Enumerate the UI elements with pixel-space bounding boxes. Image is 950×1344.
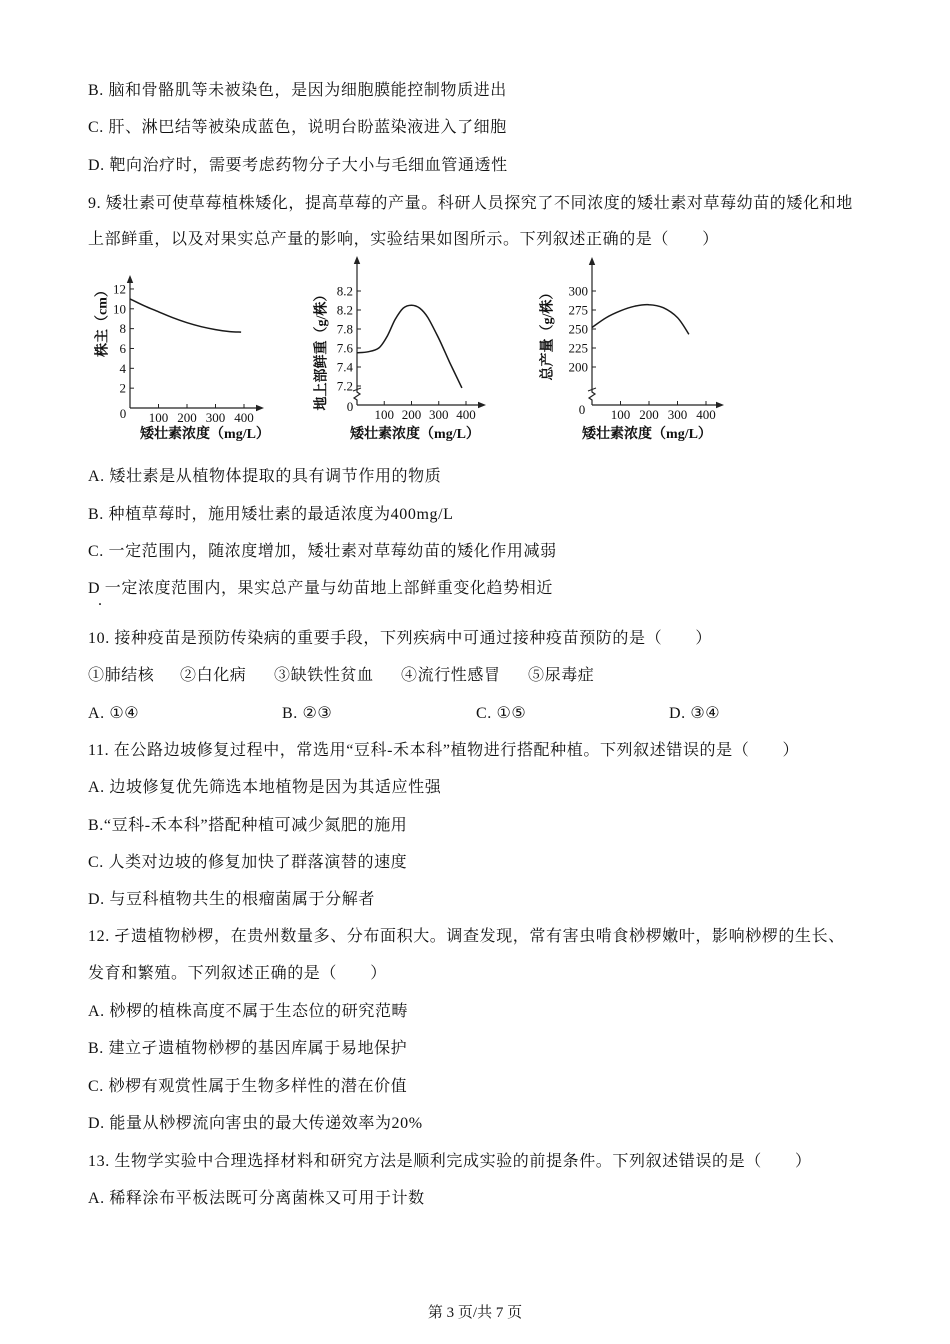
y-tick-label: 7.6 — [336, 340, 353, 356]
y-tick-label: 8.2 — [336, 302, 353, 318]
q8-option-b: B. 脑和骨骼肌等未被染色，是因为细胞膜能控制物质进出 — [88, 82, 507, 99]
y-tick-label: 250 — [568, 321, 588, 337]
x-axis-title: 矮壮素浓度（mg/L） — [140, 427, 270, 442]
q9-option-b: B. 种植草莓时，施用矮壮素的最适浓度为400mg/L — [88, 506, 454, 523]
origin-label: 0 — [346, 399, 354, 414]
origin-label: 0 — [119, 406, 127, 421]
q8-option-d: D. 靶向治疗时，需要考虑药物分子大小与毛细血管通透性 — [88, 157, 508, 174]
q10-item-3: ③缺铁性贫血 — [274, 667, 374, 684]
q11-stem: 11. 在公路边坡修复过程中，常选用“豆科-禾本科”植物进行搭配种植。下列叙述错误的是（ ） — [88, 742, 800, 759]
x-tick-label: 200 — [639, 407, 659, 422]
q11-option-c: C. 人类对边坡的修复加快了群落演替的速度 — [88, 854, 408, 871]
x-axis-arrow — [256, 405, 264, 411]
q12-option-d: D. 能量从桫椤流向害虫的最大传递效率为20% — [88, 1115, 423, 1132]
q9-option-a: A. 矮壮素是从植物体提取的具有调节作用的物质 — [88, 468, 442, 485]
x-tick-label: 400 — [696, 407, 716, 422]
q9-stray-dot: . — [98, 592, 102, 609]
origin-label: 0 — [578, 402, 586, 417]
y-tick-label: 4 — [119, 360, 126, 376]
q13-stem: 13. 生物学实验中合理选择材料和研究方法是顺利完成实验的前提条件。下列叙述错误的是（ ） — [88, 1153, 812, 1170]
q12-stem-line-1: 12. 孑遗植物桫椤，在贵州数量多、分布面积大。调查发现，常有害虫啃食桫椤嫩叶，影响桫椤的生长、 — [88, 928, 845, 945]
q10-option-d: D. ③④ — [669, 705, 721, 722]
y-axis-arrow — [589, 257, 595, 265]
y-tick-label: 10 — [113, 301, 126, 317]
chart-shoot-fresh-weight — [313, 256, 487, 442]
q9-option-d: D 一定浓度范围内，果实总产量与幼苗地上部鲜重变化趋势相近 — [88, 580, 553, 597]
x-axis-title: 矮壮素浓度（mg/L） — [582, 427, 712, 442]
q9-figure — [0, 250, 950, 450]
series-line — [357, 305, 462, 388]
page-number: 第 3 页/共 7 页 — [427, 1305, 523, 1321]
chart-total-yield — [539, 257, 725, 442]
y-tick-label: 200 — [568, 359, 588, 375]
series-line — [130, 299, 241, 332]
y-axis-title: 地上部鲜重（g/株） — [314, 287, 330, 411]
y-tick-label: 6 — [119, 340, 126, 356]
q9-stem-line-1: 9. 矮壮素可使草莓植株矮化，提高草莓的产量。科研人员探究了不同浓度的矮壮素对草莓幼苗的矮化和地 — [88, 195, 853, 212]
y-axis — [354, 262, 360, 405]
q11-option-d: D. 与豆科植物共生的根瘤菌属于分解者 — [88, 891, 375, 908]
x-tick-label: 400 — [456, 407, 476, 422]
q12-option-b: B. 建立孑遗植物桫椤的基因库属于易地保护 — [88, 1040, 408, 1057]
x-axis-title: 矮壮素浓度（mg/L） — [350, 427, 480, 442]
x-axis-arrow — [478, 402, 486, 408]
x-tick-label: 400 — [234, 410, 254, 425]
y-tick-label: 2 — [119, 380, 126, 396]
q10-item-5: ⑤尿毒症 — [528, 667, 595, 684]
y-tick-label: 275 — [568, 302, 588, 318]
x-tick-label: 100 — [610, 407, 631, 422]
x-tick-label: 200 — [177, 410, 197, 425]
y-axis — [589, 263, 595, 405]
q10-item-4: ④流行性感冒 — [401, 667, 501, 684]
y-tick-label: 7.8 — [336, 321, 353, 337]
q10-option-b: B. ②③ — [282, 705, 333, 722]
y-tick-label: 300 — [568, 283, 588, 299]
y-axis-title: 总产量（g/株） — [540, 285, 556, 381]
y-tick-label: 7.2 — [336, 378, 353, 394]
q10-option-c: C. ①⑤ — [476, 705, 527, 722]
q10-option-a: A. ①④ — [88, 705, 140, 722]
y-axis-title: 株主（cm） — [95, 283, 111, 357]
y-tick-label: 8 — [119, 321, 126, 337]
x-tick-label: 100 — [148, 410, 169, 425]
x-tick-label: 300 — [667, 407, 688, 422]
y-axis-arrow — [127, 275, 133, 283]
x-tick-label: 200 — [401, 407, 422, 422]
q10-item-1: ①肺结核 — [88, 667, 155, 684]
q9-stem-line-2: 上部鲜重，以及对果实总产量的影响，实验结果如图所示。下列叙述正确的是（ ） — [88, 231, 719, 248]
q12-option-c: C. 桫椤有观赏性属于生物多样性的潜在价值 — [88, 1078, 408, 1095]
x-tick-label: 100 — [374, 407, 394, 422]
series-line — [592, 305, 689, 335]
q11-option-b: B.“豆科-禾本科”搭配种植可减少氮肥的施用 — [88, 817, 408, 834]
y-axis-arrow — [354, 256, 360, 264]
q12-stem-line-2: 发育和繁殖。下列叙述正确的是（ ） — [88, 965, 387, 982]
q10-stem: 10. 接种疫苗是预防传染病的重要手段，下列疾病中可通过接种疫苗预防的是（ ） — [88, 630, 713, 647]
x-tick-label: 300 — [205, 410, 226, 425]
y-tick-label: 7.4 — [336, 359, 353, 375]
q13-option-a: A. 稀释涂布平板法既可分离菌株又可用于计数 — [88, 1190, 425, 1207]
y-tick-label: 8.2 — [336, 283, 353, 299]
y-tick-label: 12 — [113, 281, 126, 297]
x-tick-label: 300 — [429, 407, 449, 422]
q8-option-c: C. 肝、淋巴结等被染成蓝色，说明台盼蓝染液进入了细胞 — [88, 119, 507, 136]
q11-option-a: A. 边坡修复优先筛选本地植物是因为其适应性强 — [88, 779, 442, 796]
y-tick-label: 225 — [568, 340, 588, 356]
q9-option-c: C. 一定范围内，随浓度增加，矮壮素对草莓幼苗的矮化作用减弱 — [88, 543, 557, 560]
q12-option-a: A. 桫椤的植株高度不属于生态位的研究范畴 — [88, 1003, 409, 1020]
chart-plant-height — [94, 275, 270, 442]
q10-item-2: ②白化病 — [180, 667, 247, 684]
x-axis-arrow — [716, 402, 724, 408]
